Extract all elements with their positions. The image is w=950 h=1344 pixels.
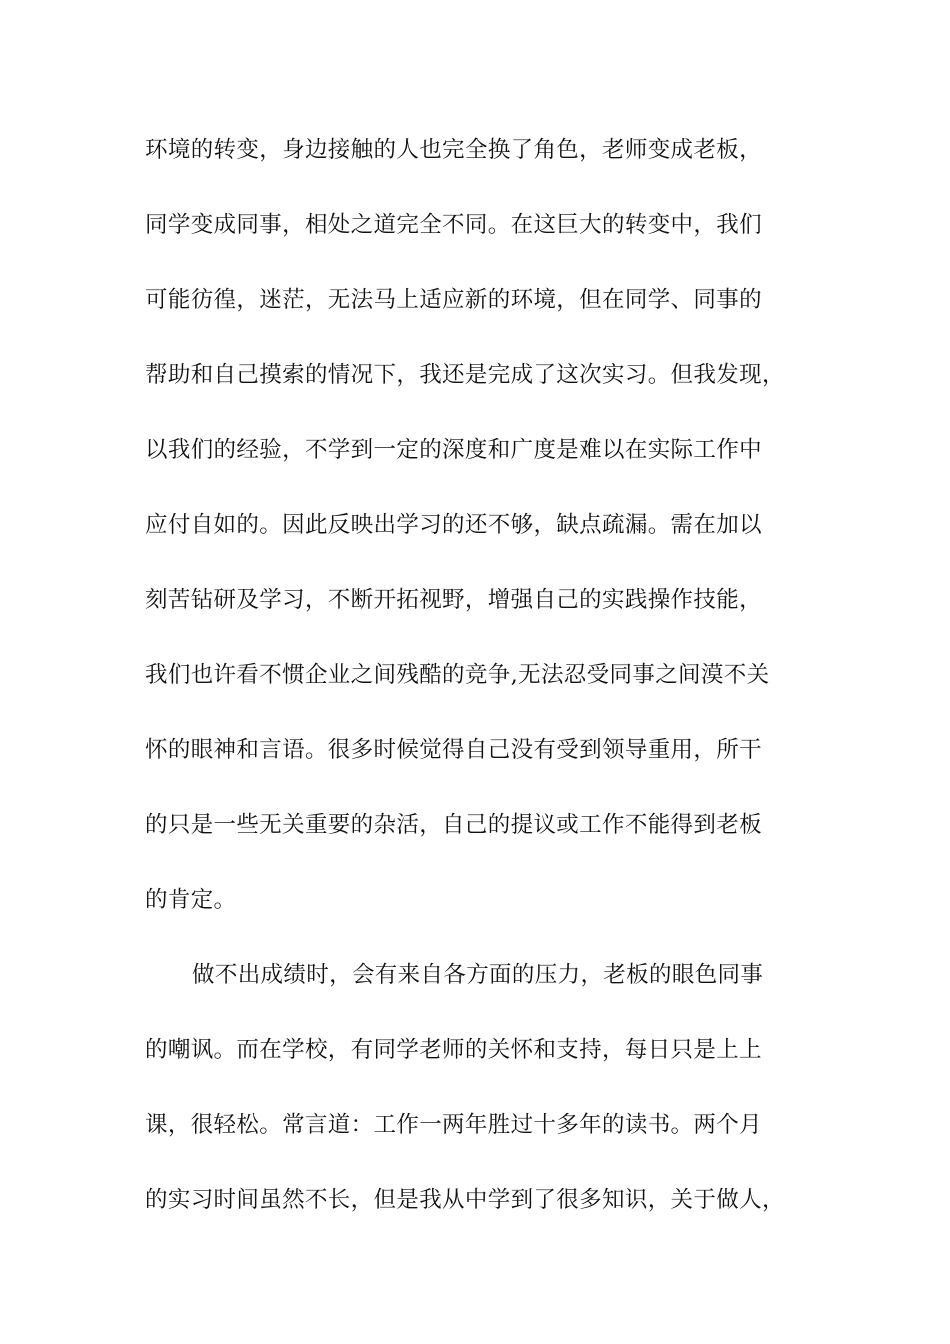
text-line: 同学变成同事，相处之道完全不同。在这巨大的转变中，我们 <box>145 212 762 238</box>
text-line: 课，很轻松。常言道：工作一两年胜过十多年的读书。两个月 <box>145 1112 762 1138</box>
body-text <box>145 127 845 1252</box>
text-line: 可能彷徨，迷茫，无法马上适应新的环境，但在同学、同事的 <box>145 287 762 313</box>
text-line: 的实习时间虽然不长，但是我从中学到了很多知识，关于做人， <box>145 1187 785 1213</box>
text-line: 刻苦钻研及学习，不断开拓视野，增强自己的实践操作技能， <box>145 587 762 613</box>
text-line: 我们也许看不惯企业之间残酷的竞争,无法忍受同事之间漠不关 <box>145 662 770 688</box>
text-line: 怀的眼神和言语。很多时候觉得自己没有受到领导重用，所干 <box>145 737 762 763</box>
paragraph-first-line: 做不出成绩时，会有来自各方面的压力，老板的眼色同事 <box>192 962 764 988</box>
text-line: 的嘲讽。而在学校，有同学老师的关怀和支持，每日只是上上 <box>145 1037 762 1063</box>
text-line: 环境的转变，身边接触的人也完全换了角色，老师变成老板， <box>145 137 762 163</box>
text-line: 以我们的经验，不学到一定的深度和广度是难以在实际工作中 <box>145 437 762 463</box>
text-line: 的肯定。 <box>145 887 237 913</box>
text-line: 应付自如的。因此反映出学习的还不够，缺点疏漏。需在加以 <box>145 512 762 538</box>
text-line: 的只是一些无关重要的杂活，自己的提议或工作不能得到老板 <box>145 812 762 838</box>
text-line: 帮助和自己摸索的情况下，我还是完成了这次实习。但我发现， <box>145 362 785 388</box>
